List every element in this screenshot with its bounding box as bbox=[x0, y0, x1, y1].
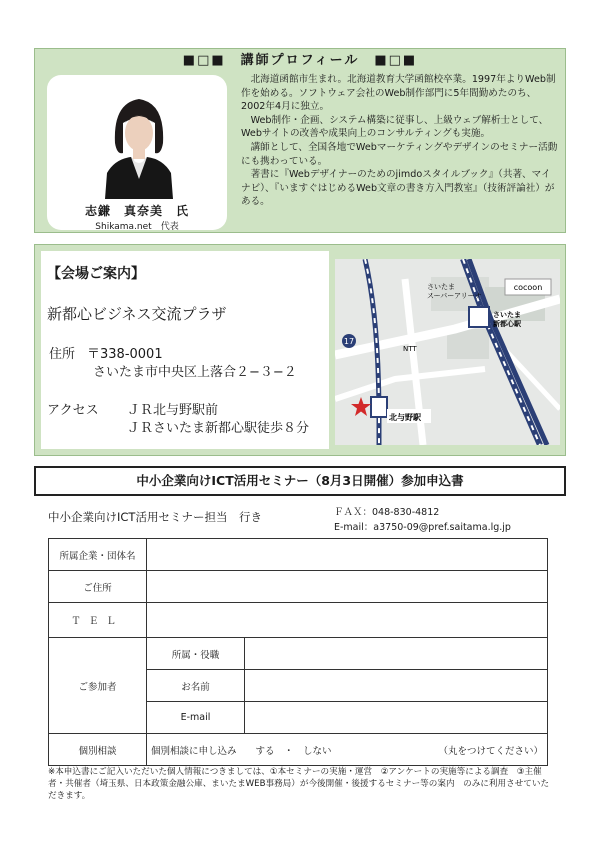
map-label-cocoon: cocoon bbox=[513, 283, 543, 292]
access-line-1: ＪＲ北与野駅前 bbox=[127, 403, 219, 418]
bio-paragraph: 著書に『Webデザイナーのためのjimdoスタイルブック』（共著、マイナビ）、『いますぐはじめるWeb文章の書き方入門教室』（技術評論社）がある。 bbox=[241, 169, 555, 208]
application-form-table bbox=[48, 538, 548, 766]
name-label: お名前 bbox=[147, 670, 245, 702]
form-recipient: 中小企業向けICT活用セミナー担当 行き bbox=[48, 510, 262, 524]
table-row bbox=[49, 734, 548, 766]
instructor-name: 志鎌 真奈美 氏 bbox=[84, 204, 189, 218]
instructor-affiliation: Shikama.net 代表 bbox=[95, 222, 179, 232]
dept-field[interactable] bbox=[245, 638, 548, 670]
instructor-photo bbox=[105, 83, 173, 199]
map-label-kitayono: 北与野駅 bbox=[389, 413, 421, 422]
bio-paragraph: 北海道函館市生まれ。北海道教育大学函館校卒業。1997年よりWeb制作を始める。ソフトウェア会社のWeb制作部門に5年間勤めたのち、2002年4月に独立。 bbox=[241, 74, 556, 113]
tel-label: ＴＥＬ bbox=[49, 603, 147, 638]
email-field[interactable] bbox=[245, 702, 548, 734]
consult-label: 個別相談 bbox=[49, 734, 147, 766]
table-row bbox=[49, 571, 548, 603]
profile-photo-card bbox=[47, 75, 227, 230]
privacy-notice: ※本申込書にご記入いただいた個人情報につきましては、①本セミナーの実施・運営 ②アンケートの実施等による調査 ③主催者・共催者（埼玉県、日本政策金融公庫、まいたまWEB事務局）が今後開催・後援するセミナー等の案内 のみに利用させていただきます。 bbox=[48, 767, 550, 801]
instructor-bio bbox=[241, 73, 559, 209]
venue-title: 【会場ご案内】 bbox=[47, 266, 145, 282]
profile-header: ■□■ 講師プロフィール ■□■ bbox=[182, 53, 418, 68]
name-field[interactable] bbox=[245, 670, 548, 702]
route-label: 17 bbox=[343, 337, 355, 346]
address-field[interactable] bbox=[147, 571, 548, 603]
address-line: さいたま市中央区上落合２−３−２ bbox=[93, 365, 297, 380]
venue-name: 新都心ビジネス交流プラザ bbox=[47, 305, 227, 323]
map-label-shintoshin: さいたま新都心駅 bbox=[493, 311, 521, 328]
tel-field[interactable] bbox=[147, 603, 548, 638]
email-label: E-mail bbox=[147, 702, 245, 734]
access-line-2: ＪＲさいたま新都心駅徒歩８分 bbox=[127, 421, 310, 436]
consult-options bbox=[151, 743, 543, 757]
access-label: アクセス bbox=[47, 403, 99, 418]
table-row bbox=[49, 603, 548, 638]
map-label-arena: さいたまスーパーアリーナ bbox=[427, 283, 482, 300]
fax-number: ＦＡＸ：048-830-4812 bbox=[334, 507, 440, 518]
address-label: 住所 bbox=[49, 347, 76, 362]
postal-code: 〒338-0001 bbox=[87, 347, 163, 362]
venue-info-panel bbox=[41, 251, 329, 449]
bio-paragraph: Web制作・企画、システム構築に従事し、上級ウェブ解析士として、Webサイトの改善や成果向上のコンサルティングも実施。 bbox=[241, 114, 549, 140]
consult-note: （丸をつけてください） bbox=[438, 745, 543, 757]
map-label-ntt: NTT bbox=[403, 345, 417, 353]
address-field-label: ご住所 bbox=[49, 571, 147, 603]
form-title: 中小企業向けICT活用セミナー（8月3日開催）参加申込書 bbox=[34, 466, 566, 496]
company-field[interactable] bbox=[147, 539, 548, 571]
venue-section bbox=[34, 244, 566, 456]
consult-text: 個別相談に申し込み する ・ しない bbox=[151, 745, 332, 757]
consult-field[interactable] bbox=[147, 734, 548, 766]
contact-email: E-mail：a3750-09@pref.saitama.lg.jp bbox=[334, 522, 511, 533]
instructor-profile-section bbox=[34, 48, 566, 233]
participant-label: ご参加者 bbox=[49, 638, 147, 734]
bio-paragraph: 講師として、全国各地でWebマーケティングやデザインのセミナー活動にも携わっている。 bbox=[241, 141, 558, 167]
table-row bbox=[49, 638, 548, 670]
dept-label: 所属・役職 bbox=[147, 638, 245, 670]
venue-map bbox=[335, 259, 560, 445]
company-label: 所属企業・団体名 bbox=[49, 539, 147, 571]
table-row bbox=[49, 539, 548, 571]
